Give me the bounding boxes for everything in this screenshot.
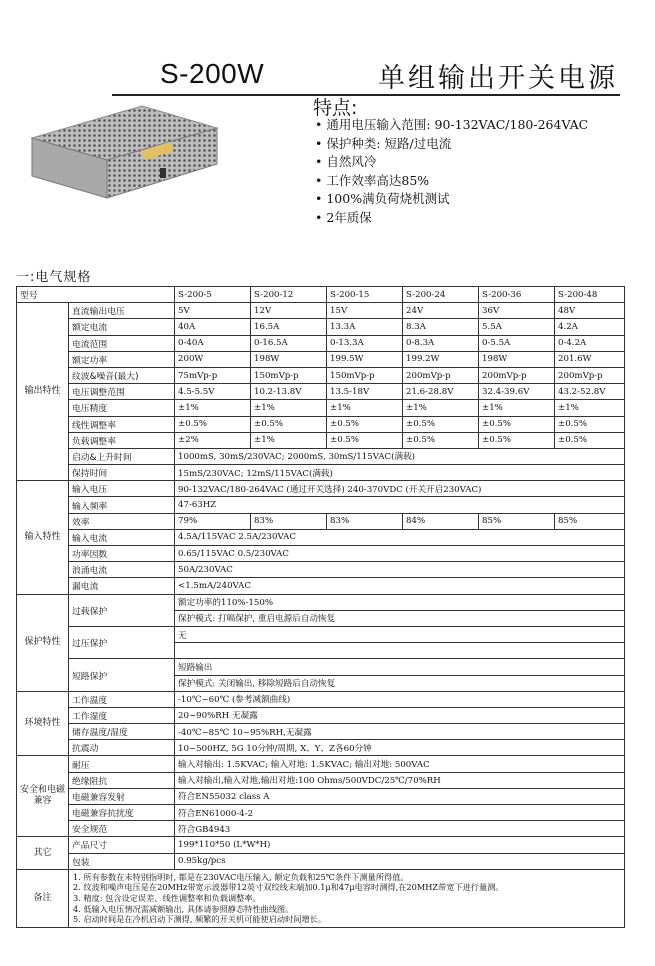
value-cell: 48V	[555, 303, 625, 319]
table-row	[17, 465, 625, 481]
value-cell: 8.3A	[403, 319, 479, 335]
value-cell: 20~90%RH 无凝露	[175, 707, 625, 723]
value-cell: 0-5.5A	[479, 335, 555, 351]
value-cell: 输入对输出: 1.5KVAC; 输入对地: 1.5KVAC; 输出对地: 500VAC	[175, 756, 625, 772]
feature-item: • 100%满负荷烧机测试	[315, 190, 588, 209]
value-cell: 201.6W	[555, 351, 625, 367]
value-cell: 50A/230VAC	[175, 562, 625, 578]
value-cell: 43.2-52.8V	[555, 384, 625, 400]
row-label: 负载调整率	[69, 432, 175, 448]
value-cell: 保护模式: 关闭输出, 移除短路后自动恢复	[175, 675, 625, 691]
row-label: 电磁兼容发射	[69, 788, 175, 804]
table-row	[17, 481, 625, 497]
table-row	[17, 821, 625, 837]
table-row	[17, 707, 625, 723]
value-cell: ±0.5%	[175, 416, 251, 432]
table-row	[17, 772, 625, 788]
table-row	[17, 724, 625, 740]
row-label: 短路保护	[69, 659, 175, 691]
row-label: 过压保护	[69, 626, 175, 658]
row-label: 电压调整范围	[69, 384, 175, 400]
table-row	[17, 788, 625, 804]
value-cell: 额定功率的110%-150%	[175, 594, 625, 610]
row-label: 输入频率	[69, 497, 175, 513]
table-row	[17, 740, 625, 756]
value-cell: ±0.5%	[327, 432, 403, 448]
value-cell: 16.5A	[251, 319, 327, 335]
features-list	[315, 116, 588, 228]
feature-item: • 通用电压输入范围: 90-132VAC/180-264VAC	[315, 116, 588, 135]
group-label-environment: 环境特性	[17, 691, 69, 756]
row-label: 浪涌电流	[69, 562, 175, 578]
value-cell: 4.5A/115VAC 2.5A/230VAC	[175, 529, 625, 545]
value-cell: 21.6-28.8V	[403, 384, 479, 400]
note-line: 2. 纹波和噪声电压是在20MHz带宽示波器带12英寸双绞线末端加0.1μ和47μ电容时测得,在20MHZ带宽下进行量测。	[73, 882, 504, 893]
value-cell: 15V	[327, 303, 403, 319]
model-cell: S-200-5	[175, 287, 251, 303]
group-label-protection: 保护特性	[17, 594, 69, 691]
value-cell: ±0.5%	[403, 432, 479, 448]
model-label: 型号	[17, 287, 175, 303]
group-label-safety: 安全和电磁兼容	[17, 756, 69, 837]
table-row	[17, 367, 625, 383]
value-cell: 198W	[251, 351, 327, 367]
table-row	[17, 691, 625, 707]
table-row	[17, 756, 625, 772]
value-cell: ±1%	[327, 400, 403, 416]
table-row	[17, 319, 625, 335]
model-cell: S-200-24	[403, 287, 479, 303]
row-label: 电流范围	[69, 335, 175, 351]
row-label: 耐压	[69, 756, 175, 772]
value-cell: 输入对输出,输入对地,输出对地:100 Ohms/500VDC/25℃/70%RH	[175, 772, 625, 788]
note-line: 3. 精度: 包含设定误差、线性调整率和负载调整率。	[73, 892, 261, 903]
value-cell: 0.65/115VAC 0.5/230VAC	[175, 546, 625, 562]
model-cell: S-200-15	[327, 287, 403, 303]
table-row	[17, 513, 625, 529]
value-cell: 15mS/230VAC; 12mS/115VAC(满载)	[175, 465, 625, 481]
value-cell: ±0.5%	[403, 416, 479, 432]
feature-item: • 自然风冷	[315, 153, 588, 172]
value-cell: ±0.5%	[555, 432, 625, 448]
row-label: 产品尺寸	[69, 837, 175, 853]
value-cell: 200mVp-p	[403, 367, 479, 383]
value-cell: 150mVp-p	[327, 367, 403, 383]
value-cell: 4.5-5.5V	[175, 384, 251, 400]
note-line: 5. 启动时间是在冷机启动下测得, 频繁的开关机可能使启动时间增长。	[73, 914, 327, 925]
value-cell: 200mVp-p	[555, 367, 625, 383]
table-row	[17, 659, 625, 675]
value-cell: 无	[175, 626, 625, 642]
row-label: 安全规范	[69, 821, 175, 837]
value-cell: 199*110*50 (L*W*H)	[175, 837, 625, 853]
value-cell: 90-132VAC/180-264VAC (通过开关选择) 240-370VDC (开关开启230VAC)	[175, 481, 625, 497]
table-row	[17, 562, 625, 578]
value-cell: 10.2-13.8V	[251, 384, 327, 400]
table-row	[17, 303, 625, 319]
table-row	[17, 626, 625, 642]
value-cell: 199.5W	[327, 351, 403, 367]
model-cell: S-200-48	[555, 287, 625, 303]
row-label: 保持时间	[69, 465, 175, 481]
value-cell: 0-16.5A	[251, 335, 327, 351]
value-cell: 0-8.3A	[403, 335, 479, 351]
value-cell: 75mVp-p	[175, 367, 251, 383]
value-cell: -40℃~85℃ 10~95%RH,无凝露	[175, 724, 625, 740]
value-cell: 5V	[175, 303, 251, 319]
value-cell: 12V	[251, 303, 327, 319]
value-cell: 1000mS, 30mS/230VAC; 2000mS, 30mS/115VAC(满载)	[175, 448, 625, 464]
table-row	[17, 578, 625, 594]
table-row	[17, 529, 625, 545]
value-cell: 198W	[479, 351, 555, 367]
feature-item: • 保护种类: 短路/过电流	[315, 135, 588, 154]
table-row	[17, 335, 625, 351]
value-cell: ±1%	[555, 400, 625, 416]
table-row	[17, 432, 625, 448]
table-row	[17, 546, 625, 562]
table-row	[17, 805, 625, 821]
power-supply-image	[22, 98, 222, 203]
row-label: 效率	[69, 513, 175, 529]
row-label: 直流输出电压	[69, 303, 175, 319]
value-cell: 0.95kg/pcs	[175, 853, 625, 869]
value-cell: ±0.5%	[479, 432, 555, 448]
value-cell-empty	[175, 643, 625, 659]
value-cell: 199.2W	[403, 351, 479, 367]
row-label: 电磁兼容抗扰度	[69, 805, 175, 821]
value-cell: ±1%	[175, 400, 251, 416]
table-row	[17, 448, 625, 464]
value-cell: 5.5A	[479, 319, 555, 335]
value-cell: 83%	[251, 513, 327, 529]
feature-item: • 2年质保	[315, 209, 588, 228]
table-row	[17, 400, 625, 416]
value-cell: 保护模式: 打嗝保护, 重启电源后自动恢复	[175, 610, 625, 626]
value-cell: ±0.5%	[251, 416, 327, 432]
value-cell: 短路输出	[175, 659, 625, 675]
row-label: 抗震动	[69, 740, 175, 756]
value-cell: ±1%	[403, 400, 479, 416]
table-row	[17, 853, 625, 869]
model-number: S-200W	[160, 58, 265, 89]
value-cell: ±1%	[251, 432, 327, 448]
feature-item: • 工作效率高达85%	[315, 172, 588, 191]
value-cell: 4.2A	[555, 319, 625, 335]
row-label: 储存温度/湿度	[69, 724, 175, 740]
value-cell: 200W	[175, 351, 251, 367]
table-header-row	[17, 287, 625, 303]
value-cell: ±1%	[251, 400, 327, 416]
row-label: 漏电流	[69, 578, 175, 594]
row-label: 纹波&噪音(最大)	[69, 367, 175, 383]
table-row	[17, 497, 625, 513]
table-row	[17, 837, 625, 853]
value-cell: 84%	[403, 513, 479, 529]
value-cell: 85%	[479, 513, 555, 529]
value-cell: 32.4-39.6V	[479, 384, 555, 400]
row-label: 额定功率	[69, 351, 175, 367]
value-cell: 85%	[555, 513, 625, 529]
table-row	[17, 416, 625, 432]
note-line: 1. 所有参数在未特别指明时, 都是在230VAC电压输入, 额定负载和25℃条件下测量所得值。	[73, 871, 409, 882]
model-cell: S-200-36	[479, 287, 555, 303]
table-row	[17, 594, 625, 610]
value-cell: 符合EN55032 class A	[175, 788, 625, 804]
row-label: 启动&上升时间	[69, 448, 175, 464]
row-label: 工作湿度	[69, 707, 175, 723]
value-cell: ±0.5%	[555, 416, 625, 432]
notes-cell	[69, 869, 625, 927]
group-label-output: 输出特性	[17, 303, 69, 481]
value-cell: 13.5-18V	[327, 384, 403, 400]
value-cell: ±2%	[175, 432, 251, 448]
features-title: 特点:	[313, 97, 358, 119]
value-cell: 36V	[479, 303, 555, 319]
value-cell: 13.3A	[327, 319, 403, 335]
product-title: 单组输出开关电源	[378, 63, 618, 94]
value-cell: ±0.5%	[327, 416, 403, 432]
section-title: 一:电气规格	[16, 270, 92, 285]
group-label-notes: 备注	[17, 869, 69, 927]
value-cell: <1.5mA/240VAC	[175, 578, 625, 594]
row-label: 额定电流	[69, 319, 175, 335]
value-cell: 83%	[327, 513, 403, 529]
group-label-input: 输入特性	[17, 481, 69, 594]
group-label-other: 其它	[17, 837, 69, 869]
value-cell: 0-40A	[175, 335, 251, 351]
row-label: 输入电压	[69, 481, 175, 497]
row-label: 工作温度	[69, 691, 175, 707]
value-cell: 24V	[403, 303, 479, 319]
value-cell: ±0.5%	[479, 416, 555, 432]
value-cell: 47-63HZ	[175, 497, 625, 513]
value-cell: 79%	[175, 513, 251, 529]
value-cell: -10℃~60℃ (参考减额曲线)	[175, 691, 625, 707]
value-cell: 符合GB4943	[175, 821, 625, 837]
row-label: 电压精度	[69, 400, 175, 416]
row-label: 线性调整率	[69, 416, 175, 432]
table-row	[17, 351, 625, 367]
value-cell: ±1%	[479, 400, 555, 416]
value-cell: 40A	[175, 319, 251, 335]
row-label: 绝缘阻抗	[69, 772, 175, 788]
title-rule	[112, 94, 620, 96]
value-cell: 10~500HZ, 5G 10分钟/周期, X、Y、Z各60分钟	[175, 740, 625, 756]
table-row	[17, 869, 625, 927]
model-cell: S-200-12	[251, 287, 327, 303]
value-cell: 200mVp-p	[479, 367, 555, 383]
value-cell: 0-13.3A	[327, 335, 403, 351]
value-cell: 0-4.2A	[555, 335, 625, 351]
spec-table	[16, 286, 625, 928]
row-label: 功率因数	[69, 546, 175, 562]
table-row	[17, 384, 625, 400]
value-cell: 符合EN61000-4-2	[175, 805, 625, 821]
value-cell: 150mVp-p	[251, 367, 327, 383]
row-label: 包装	[69, 853, 175, 869]
row-label: 过载保护	[69, 594, 175, 626]
note-line: 4. 低输入电压情况需减额输出, 具体请参照静态特性曲线图。	[73, 903, 294, 914]
row-label: 输入电流	[69, 529, 175, 545]
